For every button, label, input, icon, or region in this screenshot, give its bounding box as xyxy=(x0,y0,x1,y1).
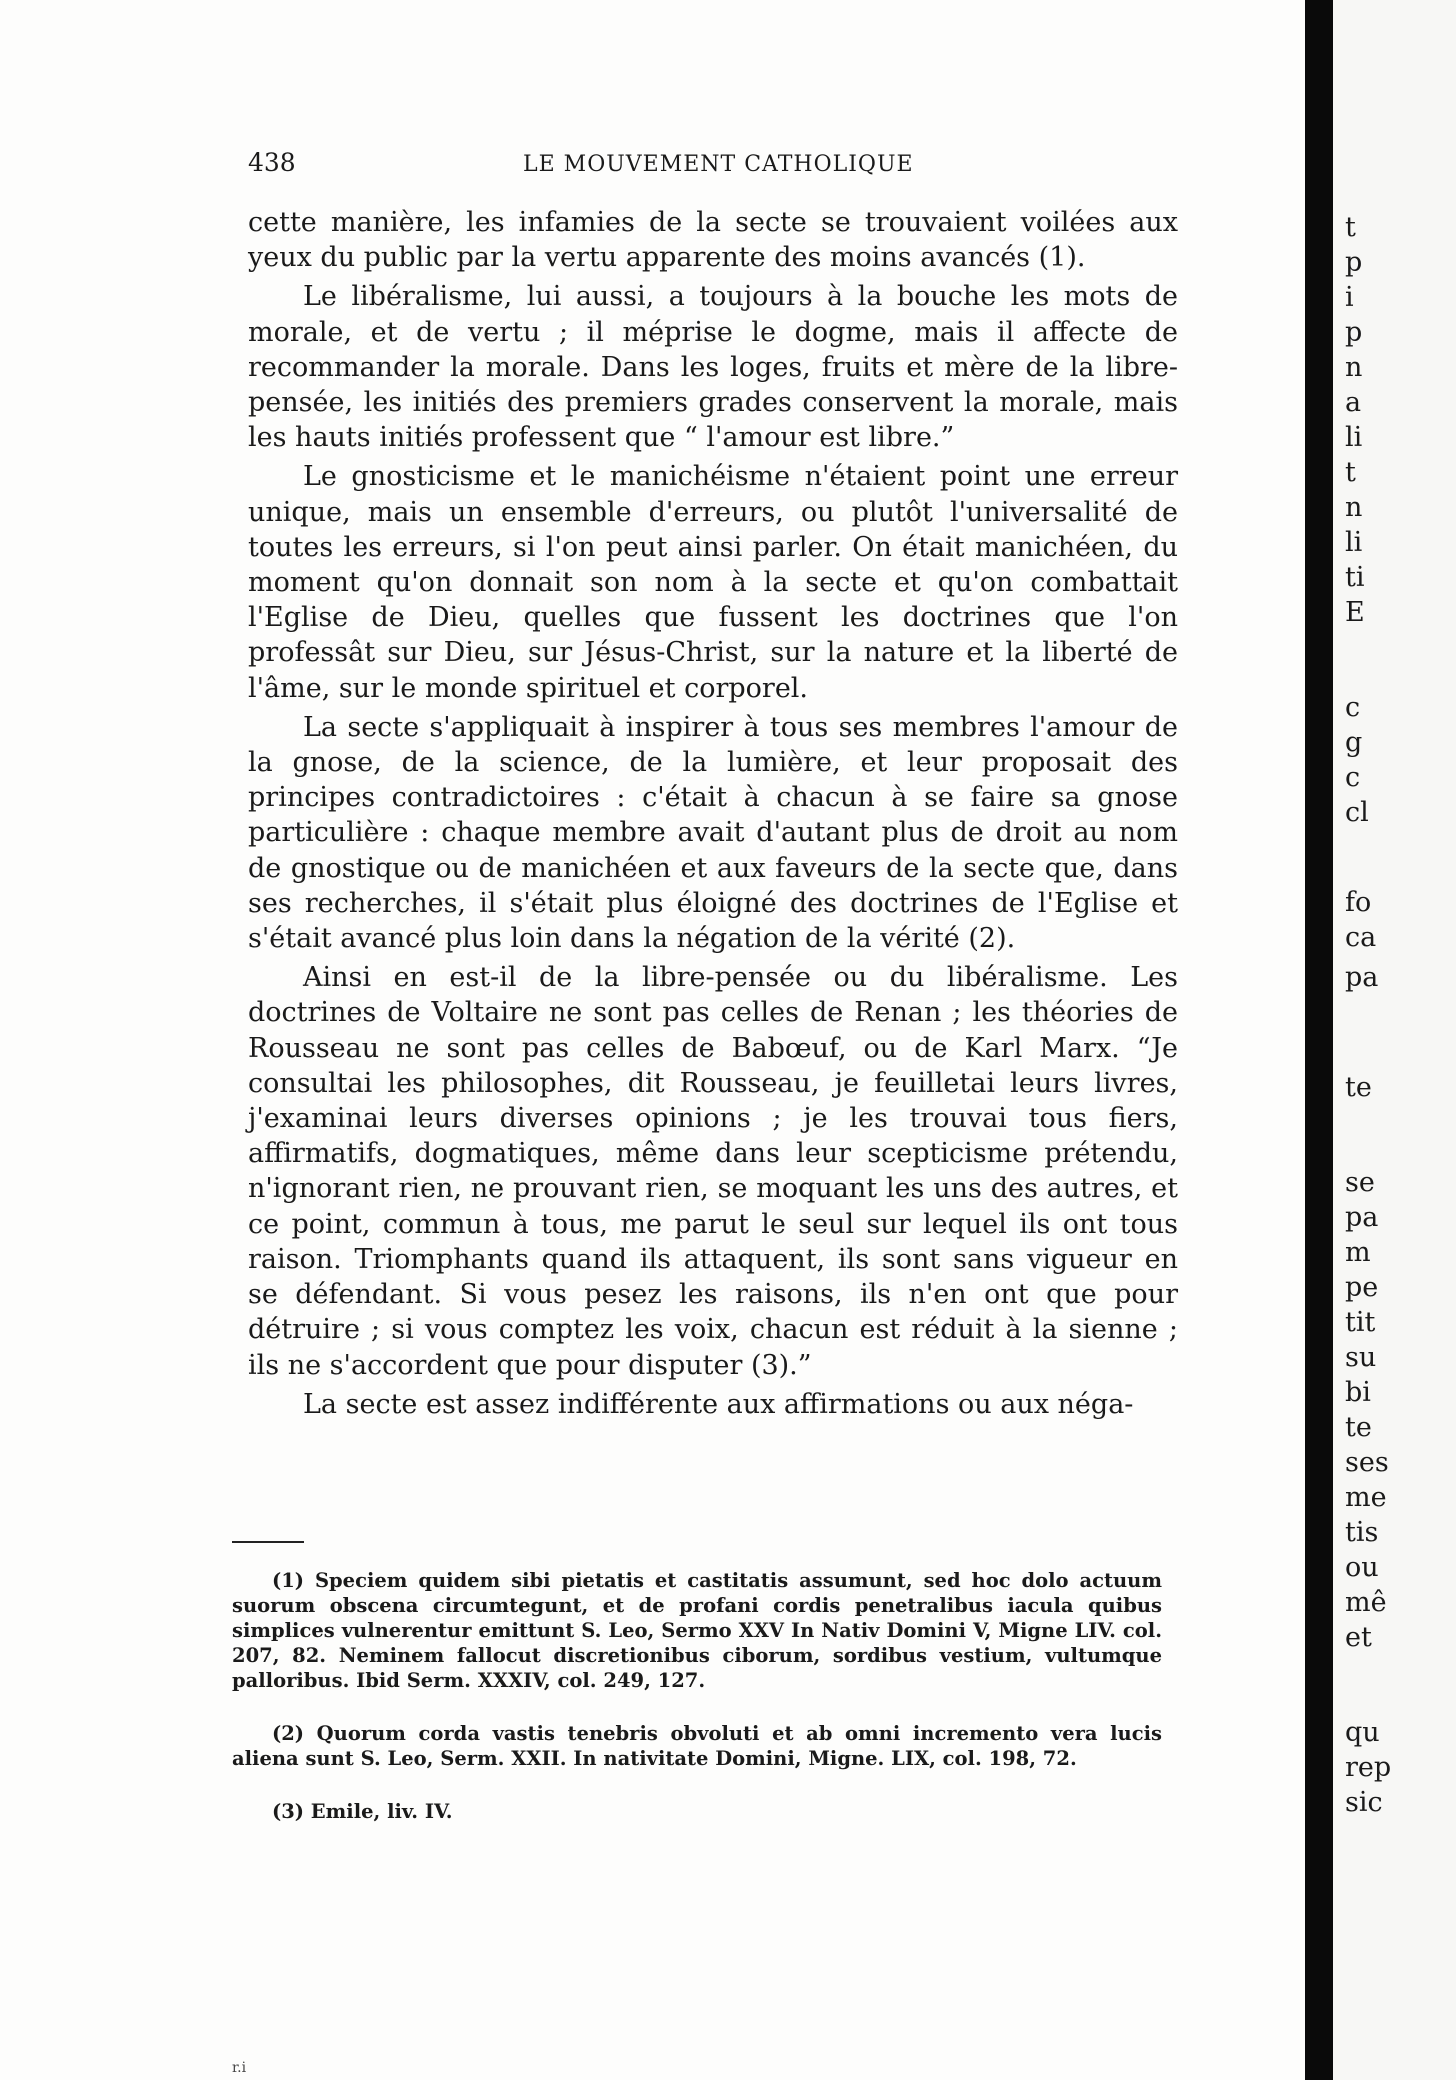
facing-page-fragment: li xyxy=(1345,527,1363,558)
paragraph: Le libéralisme, lui aussi, a toujours à la bouche les mots de morale, et de vertu ; il méprise le dogme, mais il affecte de recommander la morale. Dans les loges, fruits et mère de la libre-pensée, les initiés des premiers grades conservent la morale, mais les hauts initiés professent que “ l'amour est libre.” xyxy=(248,281,1178,454)
facing-page-fragment: te xyxy=(1345,1412,1372,1443)
footnote: (1) Speciem quidem sibi pietatis et castitatis assumunt, sed hoc dolo actuum suorum obscena circumtegunt, et de profani cordis penetralibus iacula quibus simplices vulnerentur emittunt S. Leo, Sermo XXV In Nativ Domini V, Migne LIV. col. 207, 82. Neminem fallocut discretionibus ciborum, sordibus vestium, vultumque palloribus. Ibid Serm. XXXIV, col. 249, 127. xyxy=(232,1569,1162,1692)
footnotes xyxy=(232,1568,1162,1824)
facing-page-fragment: cl xyxy=(1345,797,1369,828)
facing-page-fragment: ti xyxy=(1345,562,1365,593)
facing-page-fragment: et xyxy=(1345,1622,1372,1653)
facing-page-fragment: ses xyxy=(1345,1447,1389,1478)
page-number: 438 xyxy=(248,148,296,177)
facing-page-edge xyxy=(1333,0,1456,2080)
facing-page-fragment: g xyxy=(1345,727,1363,758)
running-head-title: LE MOUVEMENT CATHOLIQUE xyxy=(523,152,914,177)
facing-page-fragment: p xyxy=(1345,247,1363,278)
facing-page-fragment: li xyxy=(1345,422,1363,453)
facing-page-fragment: c xyxy=(1345,762,1361,793)
facing-page-fragment: su xyxy=(1345,1342,1377,1373)
facing-page-fragment: n xyxy=(1345,352,1363,383)
facing-page-fragment: pa xyxy=(1345,962,1379,993)
facing-page-fragment: rep xyxy=(1345,1752,1392,1783)
facing-page-fragment: n xyxy=(1345,492,1363,523)
facing-page-fragment: E xyxy=(1345,597,1365,628)
paragraph: Le gnosticisme et le manichéisme n'étaient point une erreur unique, mais un ensemble d'erreurs, ou plutôt l'universalité de toutes les erreurs, si l'on peut ainsi parler. On était manichéen, du moment qu'on donnait son nom à la secte et qu'on combattait l'Eglise de Dieu, quelles que fussent les doctrines que l'on professât sur Dieu, sur Jésus-Christ, sur la nature et la liberté de l'âme, sur le monde spirituel et corporel. xyxy=(248,461,1178,704)
facing-page-fragment: tit xyxy=(1345,1307,1376,1338)
footnote: (3) Emile, liv. IV. xyxy=(272,1800,453,1823)
facing-page-fragment: mê xyxy=(1345,1587,1387,1618)
facing-page-fragment: ou xyxy=(1345,1552,1379,1583)
facing-page-fragment: bi xyxy=(1345,1377,1371,1408)
facing-page-fragment: p xyxy=(1345,317,1363,348)
facing-page-fragment: a xyxy=(1345,387,1362,418)
facing-page-fragment: pe xyxy=(1345,1272,1379,1303)
facing-page-fragment: ca xyxy=(1345,922,1377,953)
facing-page-fragment: i xyxy=(1345,282,1354,313)
book-gutter xyxy=(1305,0,1333,2080)
footnote-divider xyxy=(232,1541,304,1543)
paragraph: La secte est assez indifférente aux affirmations ou aux néga- xyxy=(303,1388,1134,1420)
facing-page-fragment: qu xyxy=(1345,1717,1380,1748)
scan-mark: r.i xyxy=(232,2060,247,2076)
paragraph: Ainsi en est-il de la libre-pensée ou du libéralisme. Les doctrines de Voltaire ne sont pas celles de Renan ; les théories de Rousseau ne sont pas celles de Babœuf, ou de Karl Marx. “Je consultai les philosophes, dit Rousseau, je feuilletai leurs livres, j'examinai leurs diverses opinions ; je les trouvai tous fiers, affirmatifs, dogmatiques, même dans leur scepticisme prétendu, n'ignorant rien, ne prouvant rien, se moquant les uns des autres, et ce point, commun à tous, me parut le seul sur lequel ils ont tous raison. Triomphants quand ils attaquent, ils sont sans vigueur en se défendant. Si vous pesez les raisons, ils n'en ont que pour détruire ; si vous comptez les voix, chacun est réduit à la sienne ; ils ne s'accordent que pour disputer (3).” xyxy=(248,962,1178,1381)
facing-page-fragment: sic xyxy=(1345,1787,1383,1818)
paragraph: La secte s'appliquait à inspirer à tous ses membres l'amour de la gnose, de la science, de la lumière, et leur proposait des principes contradictoires : c'était à chacun à se faire sa gnose particulière : chaque membre avait d'autant plus de droit au nom de gnostique ou de manichéen et aux faveurs de la secte que, dans ses recherches, il s'était plus éloigné des doctrines de l'Eglise et s'était avancé plus loin dans la négation de la vérité (2). xyxy=(248,711,1178,955)
facing-page-fragment: te xyxy=(1345,1072,1372,1103)
facing-page-fragment: me xyxy=(1345,1482,1387,1513)
facing-page-fragment: pa xyxy=(1345,1202,1379,1233)
facing-page-fragment: c xyxy=(1345,692,1361,723)
body-text xyxy=(248,205,1178,1426)
facing-page-fragment: fo xyxy=(1345,887,1372,918)
facing-page-fragment: se xyxy=(1345,1167,1375,1198)
facing-page-fragment: t xyxy=(1345,457,1356,488)
facing-page-fragment: t xyxy=(1345,212,1356,243)
facing-page-fragment: tis xyxy=(1345,1517,1379,1548)
running-head xyxy=(248,148,1178,184)
paragraph: cette manière, les infamies de la secte se trouvaient voilées aux yeux du public par la vertu apparente des moins avancés (1). xyxy=(248,207,1178,274)
footnote: (2) Quorum corda vastis tenebris obvoluti et ab omni incremento vera lucis aliena sunt S. Leo, Serm. XXII. In nativitate Domini, Migne. LIX, col. 198, 72. xyxy=(232,1722,1162,1770)
facing-page-fragment: m xyxy=(1345,1237,1371,1268)
